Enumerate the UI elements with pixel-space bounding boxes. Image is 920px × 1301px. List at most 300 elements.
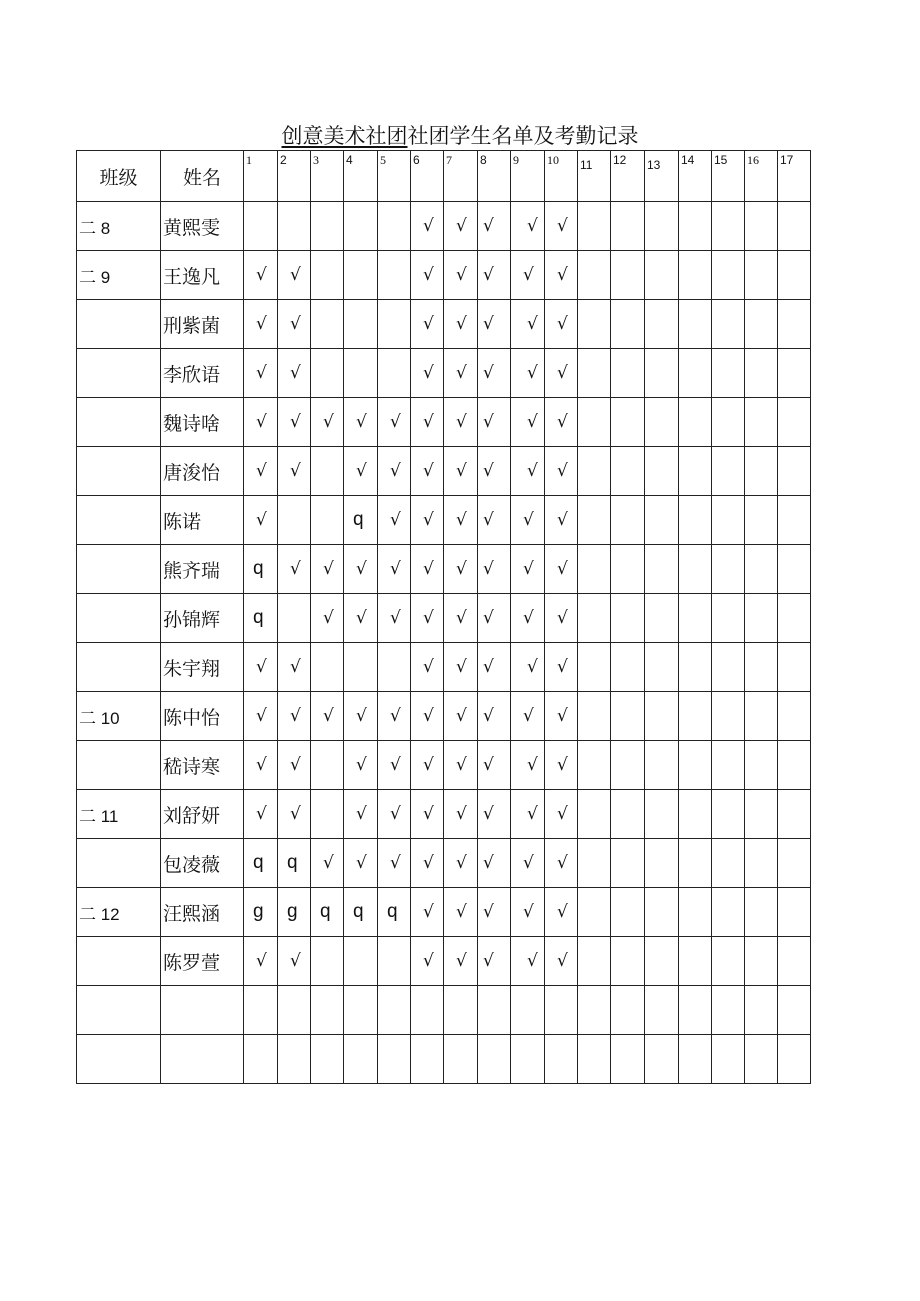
attendance-cell-day-11 [578,790,611,839]
attendance-cell-day-15 [712,888,745,937]
header-day-15 [712,151,745,202]
attendance-cell-day-11 [578,643,611,692]
attendance-cell-day-6: √ [411,349,444,398]
attendance-cell-day-10: √ [545,202,578,251]
attendance-cell-day-1: g [244,888,278,937]
attendance-cell-day-3: √ [311,839,344,888]
attendance-cell-day-1: √ [244,300,278,349]
table-row [77,202,811,251]
student-name-cell: 黄熙雯 [161,202,244,251]
table-row [77,349,811,398]
attendance-cell-day-8 [478,986,511,1035]
attendance-cell-day-12 [611,643,645,692]
table-row [77,300,811,349]
header-day-2 [278,151,311,202]
attendance-cell-day-10: √ [545,447,578,496]
attendance-cell-day-17 [778,496,811,545]
attendance-cell-day-4: √ [344,839,378,888]
attendance-cell-day-3 [311,741,344,790]
attendance-cell-day-13 [645,202,679,251]
attendance-cell-day-11 [578,594,611,643]
attendance-cell-day-3: √ [311,692,344,741]
attendance-cell-day-3 [311,349,344,398]
attendance-cell-day-8: √ [478,643,511,692]
attendance-cell-day-7: √ [444,349,478,398]
class-cell [77,545,161,594]
attendance-cell-day-13 [645,790,679,839]
attendance-cell-day-5 [378,643,411,692]
class-cell [77,496,161,545]
attendance-cell-day-12 [611,692,645,741]
attendance-cell-day-5 [378,349,411,398]
header-day-label: 17 [780,153,794,167]
attendance-cell-day-6: √ [411,496,444,545]
attendance-cell-day-7: √ [444,251,478,300]
attendance-cell-day-6: √ [411,545,444,594]
attendance-cell-day-15 [712,741,745,790]
attendance-cell-day-15 [712,790,745,839]
attendance-cell-day-16 [745,643,778,692]
attendance-cell-day-2 [278,1035,311,1084]
table-row [77,545,811,594]
attendance-cell-day-14 [679,839,712,888]
attendance-cell-day-11 [578,398,611,447]
attendance-cell-day-4: √ [344,398,378,447]
attendance-cell-day-14 [679,447,712,496]
attendance-cell-day-8: √ [478,447,511,496]
attendance-cell-day-4 [344,349,378,398]
attendance-cell-day-3 [311,937,344,986]
student-name-cell: 陈中怡 [161,692,244,741]
attendance-cell-day-12 [611,790,645,839]
attendance-cell-day-1: √ [244,937,278,986]
attendance-cell-day-4 [344,300,378,349]
attendance-cell-day-15 [712,594,745,643]
attendance-cell-day-8: √ [478,594,511,643]
attendance-cell-day-6: √ [411,888,444,937]
attendance-cell-day-9: √ [511,545,545,594]
header-day-label: 15 [714,153,728,167]
attendance-cell-day-14 [679,741,712,790]
student-name-cell: 嵇诗寒 [161,741,244,790]
attendance-cell-day-9: √ [511,839,545,888]
attendance-cell-day-10 [545,986,578,1035]
attendance-cell-day-10: √ [545,790,578,839]
attendance-cell-day-16 [745,937,778,986]
attendance-cell-day-13 [645,937,679,986]
table-row [77,251,811,300]
header-day-11 [578,151,611,202]
attendance-cell-day-9: √ [511,349,545,398]
header-day-label: 12 [613,153,627,167]
student-name-cell: 孙锦辉 [161,594,244,643]
student-name-cell: 魏诗啥 [161,398,244,447]
attendance-cell-day-9: √ [511,643,545,692]
attendance-cell-day-7: √ [444,692,478,741]
attendance-cell-day-1: q [244,545,278,594]
attendance-cell-day-17 [778,937,811,986]
class-cell: 二 10 [77,692,161,741]
attendance-cell-day-10: √ [545,300,578,349]
attendance-cell-day-4: q [344,496,378,545]
attendance-cell-day-2 [278,594,311,643]
attendance-cell-day-12 [611,937,645,986]
attendance-cell-day-10: √ [545,398,578,447]
attendance-cell-day-1 [244,986,278,1035]
header-day-10 [545,151,578,202]
attendance-cell-day-8: √ [478,251,511,300]
table-row [77,398,811,447]
title-underlined: 创意美术社团 [281,124,408,148]
student-name-cell: 李欣语 [161,349,244,398]
attendance-cell-day-3 [311,251,344,300]
attendance-cell-day-14 [679,888,712,937]
attendance-cell-day-16 [745,594,778,643]
attendance-cell-day-16 [745,349,778,398]
header-day-label: 8 [480,153,487,167]
attendance-cell-day-13 [645,643,679,692]
class-cell: 二 9 [77,251,161,300]
attendance-cell-day-14 [679,937,712,986]
attendance-cell-day-1: √ [244,398,278,447]
attendance-cell-day-5: √ [378,496,411,545]
attendance-cell-day-9: √ [511,398,545,447]
attendance-cell-day-9 [511,1035,545,1084]
attendance-cell-day-13 [645,594,679,643]
attendance-cell-day-9: √ [511,202,545,251]
table-row [77,937,811,986]
attendance-cell-day-7: √ [444,594,478,643]
class-cell [77,741,161,790]
attendance-cell-day-3 [311,300,344,349]
header-day-label: 14 [681,153,695,167]
attendance-cell-day-14 [679,594,712,643]
attendance-cell-day-3: √ [311,594,344,643]
attendance-cell-day-14 [679,300,712,349]
attendance-cell-day-8: √ [478,545,511,594]
attendance-cell-day-6: √ [411,398,444,447]
student-name-cell: 刑紫菌 [161,300,244,349]
attendance-cell-day-17 [778,839,811,888]
attendance-cell-day-1 [244,202,278,251]
attendance-cell-day-6: √ [411,839,444,888]
attendance-cell-day-2: √ [278,643,311,692]
attendance-cell-day-15 [712,692,745,741]
attendance-cell-day-7 [444,986,478,1035]
attendance-cell-day-16 [745,741,778,790]
attendance-cell-day-8: √ [478,839,511,888]
attendance-cell-day-11 [578,692,611,741]
header-day-label: 1 [246,153,252,167]
attendance-cell-day-16 [745,986,778,1035]
attendance-cell-day-1: q [244,594,278,643]
attendance-cell-day-2: √ [278,447,311,496]
attendance-cell-day-13 [645,888,679,937]
attendance-cell-day-12 [611,594,645,643]
header-day-label: 9 [513,153,519,167]
attendance-cell-day-7: √ [444,202,478,251]
student-name-cell: 汪熙涵 [161,888,244,937]
attendance-cell-day-15 [712,937,745,986]
attendance-cell-day-11 [578,251,611,300]
attendance-cell-day-7: √ [444,496,478,545]
student-name-cell: 陈诺 [161,496,244,545]
attendance-cell-day-8: √ [478,496,511,545]
class-cell: 二 8 [77,202,161,251]
attendance-cell-day-7: √ [444,937,478,986]
attendance-cell-day-11 [578,986,611,1035]
class-cell: 二 12 [77,888,161,937]
attendance-cell-day-12 [611,741,645,790]
table-row [77,643,811,692]
table-row [77,986,811,1035]
attendance-cell-day-4 [344,202,378,251]
attendance-cell-day-13 [645,300,679,349]
attendance-cell-day-13 [645,741,679,790]
attendance-cell-day-17 [778,986,811,1035]
attendance-cell-day-4: √ [344,790,378,839]
attendance-cell-day-6 [411,1035,444,1084]
attendance-cell-day-7: √ [444,643,478,692]
attendance-cell-day-9: √ [511,790,545,839]
header-day-label: 11 [580,158,593,172]
attendance-cell-day-5: √ [378,839,411,888]
attendance-cell-day-6 [411,986,444,1035]
attendance-cell-day-12 [611,300,645,349]
header-day-1 [244,151,278,202]
attendance-cell-day-9 [511,986,545,1035]
attendance-cell-day-17 [778,300,811,349]
attendance-cell-day-2: √ [278,300,311,349]
attendance-cell-day-5: √ [378,790,411,839]
attendance-cell-day-3 [311,1035,344,1084]
attendance-cell-day-7: √ [444,398,478,447]
attendance-cell-day-5: √ [378,447,411,496]
attendance-cell-day-2 [278,496,311,545]
attendance-cell-day-8: √ [478,398,511,447]
attendance-cell-day-16 [745,888,778,937]
attendance-cell-day-6: √ [411,790,444,839]
attendance-cell-day-7: √ [444,790,478,839]
student-name-cell: 王逸凡 [161,251,244,300]
attendance-cell-day-11 [578,888,611,937]
attendance-cell-day-16 [745,398,778,447]
attendance-cell-day-13 [645,447,679,496]
attendance-cell-day-5 [378,300,411,349]
attendance-cell-day-5: √ [378,545,411,594]
attendance-cell-day-10: √ [545,496,578,545]
class-cell [77,937,161,986]
attendance-cell-day-6: √ [411,202,444,251]
attendance-cell-day-11 [578,447,611,496]
attendance-cell-day-9: √ [511,300,545,349]
attendance-cell-day-5 [378,986,411,1035]
attendance-cell-day-16 [745,496,778,545]
attendance-cell-day-7: √ [444,300,478,349]
student-name-cell: 刘舒妍 [161,790,244,839]
attendance-cell-day-6: √ [411,937,444,986]
attendance-cell-day-14 [679,1035,712,1084]
header-day-label: 3 [313,153,319,167]
attendance-cell-day-4: √ [344,692,378,741]
attendance-cell-day-15 [712,1035,745,1084]
attendance-cell-day-3 [311,496,344,545]
class-cell [77,986,161,1035]
header-day-6 [411,151,444,202]
attendance-cell-day-13 [645,986,679,1035]
attendance-cell-day-13 [645,545,679,594]
class-cell [77,1035,161,1084]
attendance-cell-day-12 [611,349,645,398]
table-row [77,447,811,496]
attendance-cell-day-13 [645,349,679,398]
attendance-cell-day-7: √ [444,839,478,888]
attendance-cell-day-4 [344,643,378,692]
attendance-cell-day-1: q [244,839,278,888]
attendance-cell-day-6: √ [411,447,444,496]
attendance-cell-day-9: √ [511,447,545,496]
attendance-cell-day-17 [778,1035,811,1084]
header-day-5 [378,151,411,202]
attendance-cell-day-15 [712,643,745,692]
attendance-cell-day-8: √ [478,937,511,986]
attendance-cell-day-11 [578,839,611,888]
attendance-cell-day-13 [645,839,679,888]
attendance-cell-day-12 [611,447,645,496]
attendance-cell-day-5: √ [378,692,411,741]
attendance-cell-day-4 [344,937,378,986]
student-name-cell: 陈罗萱 [161,937,244,986]
class-cell [77,349,161,398]
attendance-cell-day-12 [611,545,645,594]
attendance-cell-day-7: √ [444,545,478,594]
attendance-cell-day-2: √ [278,251,311,300]
attendance-cell-day-10: √ [545,937,578,986]
class-cell [77,839,161,888]
attendance-cell-day-8: √ [478,888,511,937]
attendance-cell-day-4 [344,251,378,300]
attendance-cell-day-1: √ [244,643,278,692]
attendance-cell-day-4: √ [344,545,378,594]
attendance-cell-day-5: q [378,888,411,937]
attendance-cell-day-16 [745,790,778,839]
attendance-cell-day-4 [344,1035,378,1084]
attendance-cell-day-17 [778,594,811,643]
attendance-cell-day-14 [679,251,712,300]
attendance-cell-day-17 [778,545,811,594]
class-cell [77,300,161,349]
attendance-cell-day-11 [578,300,611,349]
attendance-cell-day-7: √ [444,447,478,496]
student-name-cell: 熊齐瑞 [161,545,244,594]
attendance-cell-day-15 [712,839,745,888]
attendance-cell-day-13 [645,251,679,300]
attendance-cell-day-17 [778,349,811,398]
attendance-cell-day-9: √ [511,496,545,545]
attendance-table [76,150,811,1084]
attendance-cell-day-7 [444,1035,478,1084]
attendance-cell-day-10: √ [545,839,578,888]
attendance-cell-day-2 [278,986,311,1035]
attendance-cell-day-13 [645,1035,679,1084]
class-cell [77,447,161,496]
attendance-cell-day-14 [679,986,712,1035]
attendance-cell-day-4 [344,986,378,1035]
attendance-cell-day-2: √ [278,398,311,447]
attendance-cell-day-17 [778,692,811,741]
attendance-cell-day-2: √ [278,349,311,398]
attendance-cell-day-8: √ [478,300,511,349]
header-day-label: 4 [346,153,353,167]
attendance-cell-day-8: √ [478,790,511,839]
attendance-cell-day-1: √ [244,349,278,398]
attendance-cell-day-13 [645,496,679,545]
table-header-row [77,151,811,202]
attendance-cell-day-2: √ [278,790,311,839]
table-row [77,790,811,839]
attendance-cell-day-11 [578,349,611,398]
student-name-cell: 朱宇翔 [161,643,244,692]
attendance-cell-day-13 [645,398,679,447]
attendance-cell-day-10: √ [545,888,578,937]
student-name-cell [161,1035,244,1084]
attendance-cell-day-10: √ [545,643,578,692]
attendance-cell-day-7: √ [444,741,478,790]
class-cell [77,643,161,692]
header-name: 姓名 [161,151,244,202]
attendance-cell-day-15 [712,349,745,398]
header-day-16 [745,151,778,202]
table-row [77,496,811,545]
attendance-cell-day-11 [578,937,611,986]
attendance-cell-day-14 [679,349,712,398]
attendance-cell-day-12 [611,202,645,251]
attendance-cell-day-1: √ [244,447,278,496]
class-cell: 二 11 [77,790,161,839]
attendance-cell-day-10: √ [545,545,578,594]
attendance-cell-day-16 [745,447,778,496]
attendance-cell-day-5: √ [378,741,411,790]
attendance-cell-day-17 [778,202,811,251]
attendance-cell-day-2: √ [278,545,311,594]
attendance-cell-day-16 [745,692,778,741]
attendance-cell-day-5 [378,202,411,251]
header-day-4 [344,151,378,202]
header-day-12 [611,151,645,202]
attendance-cell-day-17 [778,888,811,937]
attendance-cell-day-12 [611,839,645,888]
attendance-cell-day-3: q [311,888,344,937]
attendance-cell-day-7: √ [444,888,478,937]
attendance-cell-day-14 [679,496,712,545]
attendance-cell-day-15 [712,398,745,447]
attendance-cell-day-4: √ [344,594,378,643]
header-day-label: 5 [380,153,386,167]
attendance-cell-day-2: g [278,888,311,937]
attendance-cell-day-8: √ [478,741,511,790]
attendance-cell-day-9: √ [511,251,545,300]
table-row [77,741,811,790]
attendance-cell-day-16 [745,1035,778,1084]
attendance-cell-day-14 [679,545,712,594]
attendance-cell-day-12 [611,888,645,937]
attendance-cell-day-5 [378,937,411,986]
table-row [77,839,811,888]
attendance-cell-day-6: √ [411,251,444,300]
header-day-label: 16 [747,153,759,167]
attendance-cell-day-4: √ [344,741,378,790]
class-cell [77,398,161,447]
